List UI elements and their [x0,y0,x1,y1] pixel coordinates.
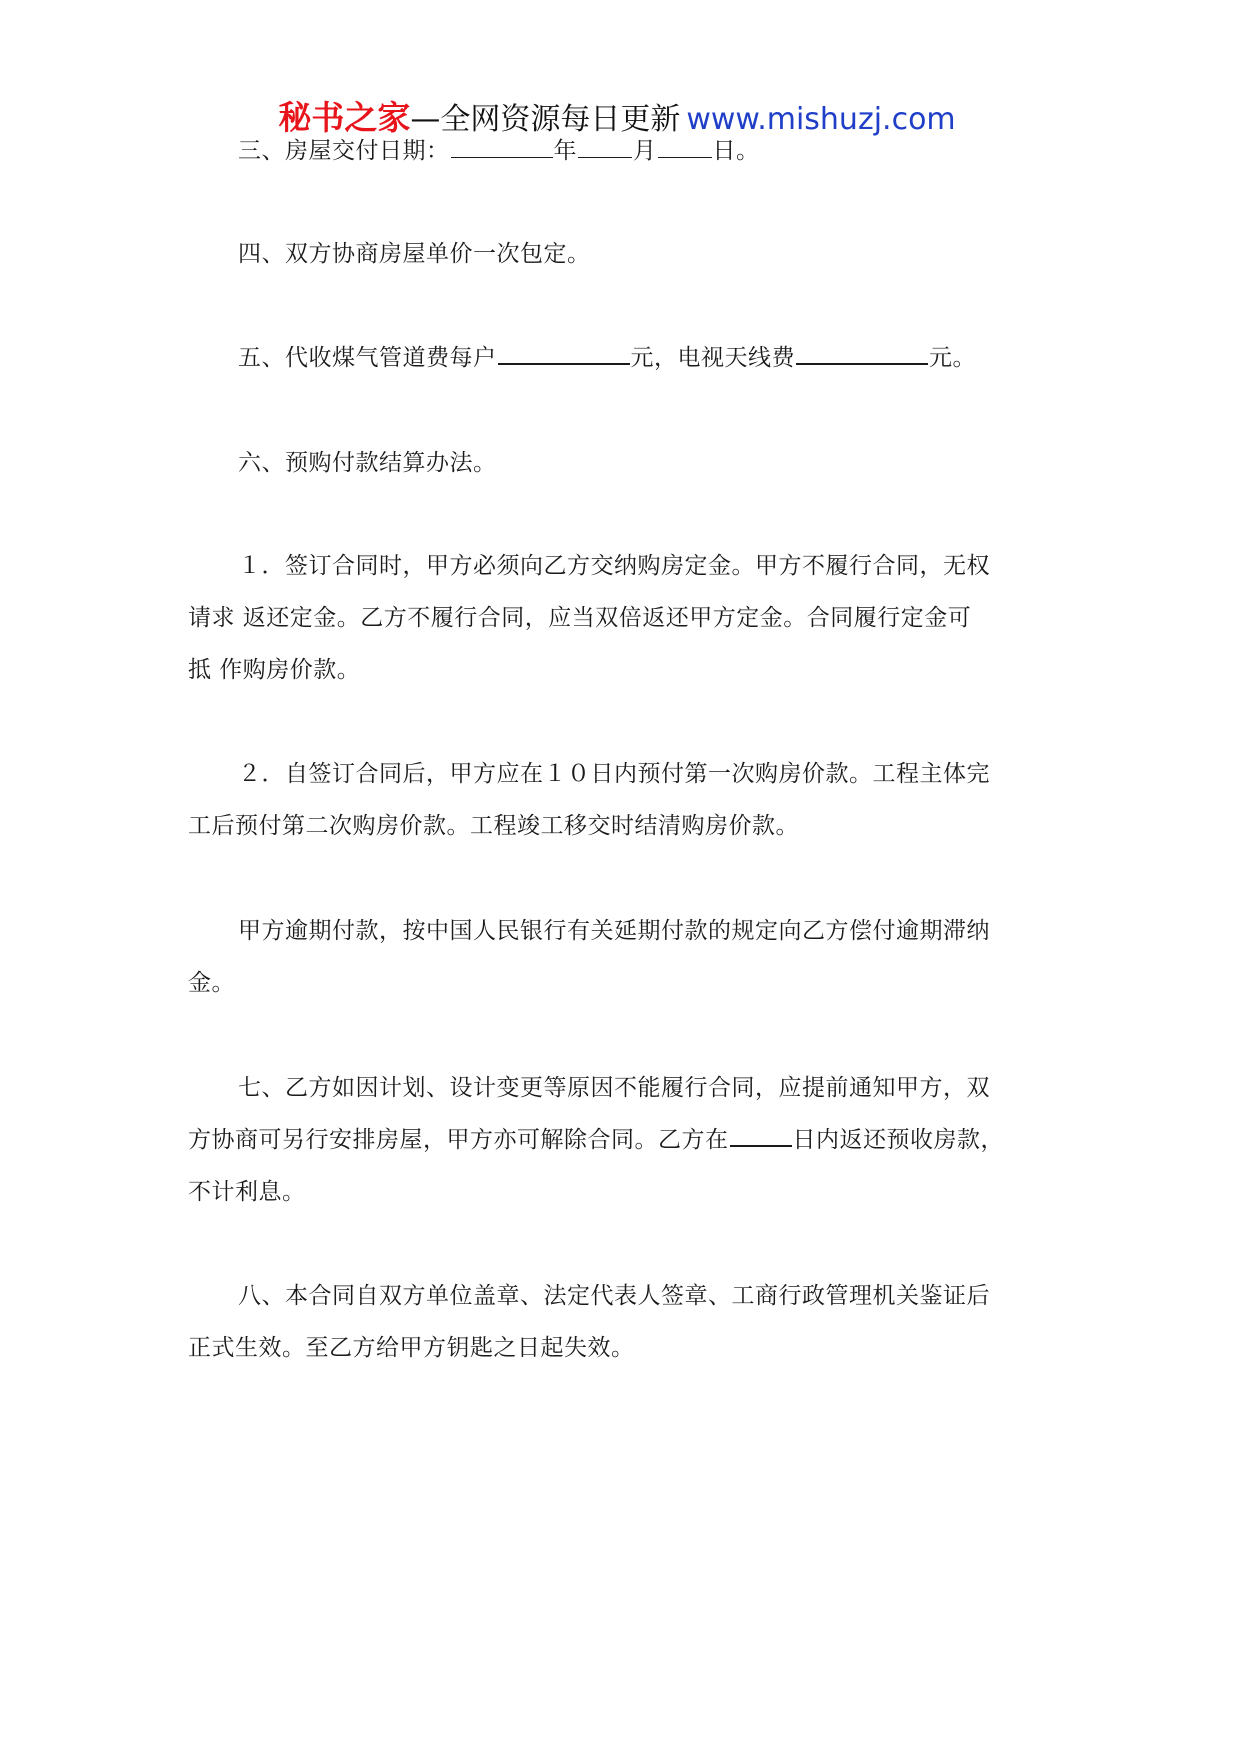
clause-6-item-2-line-1: ２．自签订合同后，甲方应在１０日内预付第一次购房价款。工程主体完 [238,761,990,787]
header-tagline: —全网资源每日更新 [410,102,681,137]
clause-7-line-1: 七、乙方如因计划、设计变更等原因不能履行合同，应提前通知甲方，双 [238,1075,990,1101]
clause-6-item-2-line-2: 工后预付第二次购房价款。工程竣工移交时结清购房价款。 [188,813,799,839]
day-blank [658,135,712,158]
clause-7-line-3: 不计利息。 [188,1179,306,1205]
header-url-link[interactable]: www.mishuzj.com [686,102,956,137]
clause-4: 四、双方协商房屋单价一次包定。 [238,241,591,267]
clause-8-line-1: 八、本合同自双方单位盖章、法定代表人签章、工商行政管理机关鉴证后 [238,1283,990,1309]
clause-7-line-2 [188,1123,1004,1157]
clause-8-line-2: 正式生效。至乙方给甲方钥匙之日起失效。 [188,1335,635,1361]
year-blank [451,135,553,158]
clause-6-heading: 六、预购付款结算办法。 [238,450,497,476]
tv-fee-blank [796,341,928,365]
month-label: 月 [633,138,657,164]
gas-fee-blank [498,341,630,365]
clause-5-mid: 元，电视天线费 [630,345,795,371]
refund-days-blank [730,1123,792,1147]
clause-7-line-2-prefix: 方协商可另行安排房屋，甲方亦可解除合同。乙方在 [188,1127,729,1153]
month-blank [578,135,632,158]
day-label: 日。 [712,138,760,164]
clause-5-prefix: 五、代收煤气管道费每户 [238,345,497,371]
clause-6-item-1-line-2: 请求 返还定金。乙方不履行合同，应当双倍返还甲方定金。合同履行定金可 [188,605,972,631]
brand-logo-text: 秘书之家 [278,98,411,137]
clause-3-prefix: 三、房屋交付日期： [238,138,450,164]
clause-6-item-1-line-3: 抵 作购房价款。 [188,657,361,683]
year-label: 年 [553,138,577,164]
clause-3 [238,134,760,168]
overdue-line-1: 甲方逾期付款，按中国人民银行有关延期付款的规定向乙方偿付逾期滞纳 [238,918,990,944]
clause-5 [238,341,976,375]
clause-6-item-1-line-1: １．签订合同时，甲方必须向乙方交纳购房定金。甲方不履行合同，无权 [238,553,990,579]
overdue-line-2: 金。 [188,970,235,996]
clause-7-line-2-suffix: 日内返还预收房款， [792,1127,1004,1153]
clause-5-suffix: 元。 [929,345,976,371]
